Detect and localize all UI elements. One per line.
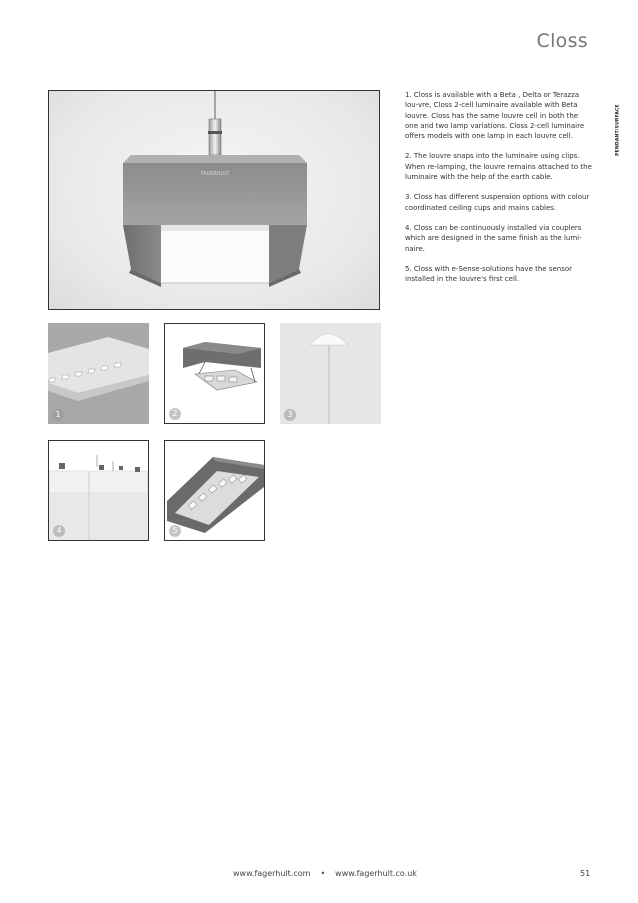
- page-title: Closs: [536, 30, 588, 52]
- footer-separator: •: [320, 869, 326, 878]
- description-paragraph-1: 1. Closs is available with a Beta , Delta or Terazza lou-vre, Closs 2-cell luminaire available with Beta louvre. Closs has the same louvre cell in both the one and two lamp variations. Closs 2-cell luminaire offers models with one lamp in each louvre cell.: [405, 91, 585, 141]
- thumbnail-number: 3: [284, 409, 296, 421]
- thumbnail-5: [164, 440, 265, 541]
- description-paragraph-3: 3. Closs has different suspension options with colour coordinated ceiling cups and mains cables.: [405, 193, 590, 212]
- thumbnail-number: 5: [169, 525, 181, 537]
- footer-link-global[interactable]: www.fagerhult.com: [233, 869, 311, 878]
- thumbnail-2: [164, 323, 265, 424]
- footer-links: [233, 869, 417, 878]
- pendant-luminaire-illustration: [49, 91, 379, 309]
- description-paragraph-2: 2. The louvre snaps into the luminaire using clips. When re-lamping, the louvre remains attached to the luminaire with the help of the earth cable.: [405, 152, 592, 182]
- page-number: 51: [580, 869, 591, 878]
- thumbnail-number: 1: [52, 409, 64, 421]
- description-paragraph-5: 5. Closs with e-Sense-solutions have the sensor installed in the louvre's first cell.: [405, 264, 573, 284]
- thumbnail-3: [280, 323, 381, 424]
- thumbnail-1: [48, 323, 149, 424]
- footer-link-uk[interactable]: www.fagerhult.co.uk: [335, 869, 417, 878]
- section-tab-label: PENDANT/SURFACE: [615, 104, 621, 156]
- thumbnail-4: [48, 440, 149, 541]
- thumbnail-number: 2: [169, 408, 181, 420]
- section-tab: [607, 100, 629, 160]
- brand-logo: FAGERHULT: [200, 171, 230, 177]
- main-product-photo: [48, 90, 380, 310]
- description-paragraph-4: 4. Closs can be continuously installed via couplers which are designed in the same finish as the lumi-naire.: [405, 223, 582, 253]
- thumbnail-number: 4: [53, 525, 65, 537]
- product-description: [405, 90, 593, 294]
